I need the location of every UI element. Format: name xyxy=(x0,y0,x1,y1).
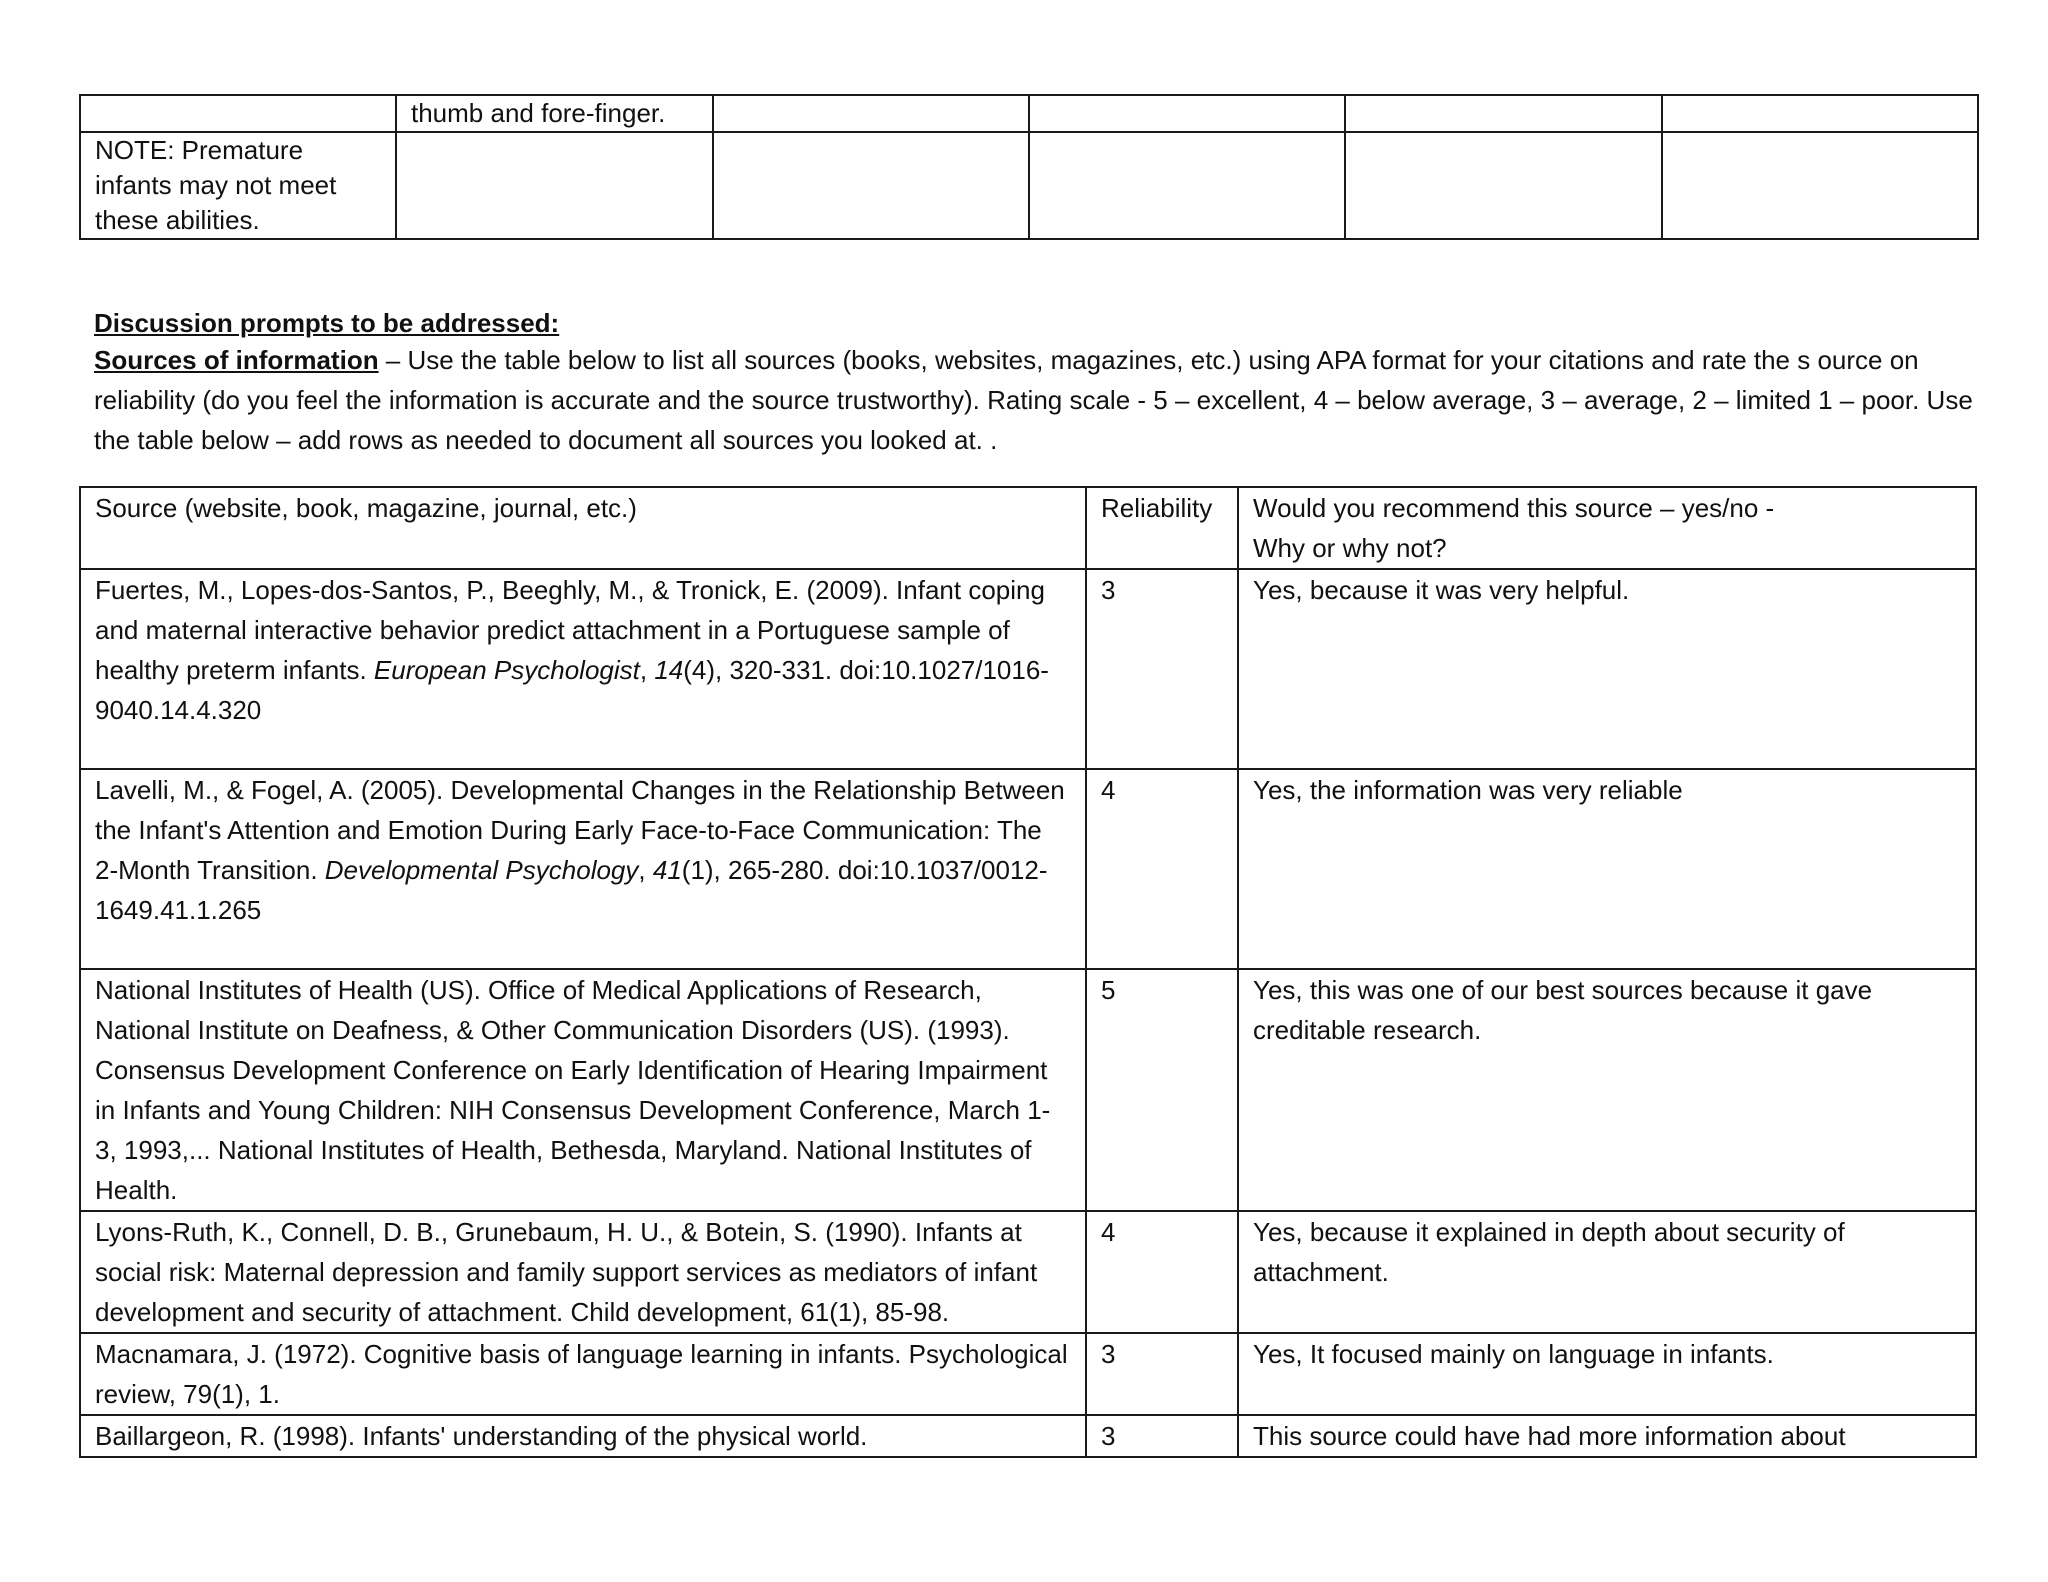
sources-table xyxy=(79,486,1977,1458)
table-row xyxy=(80,1415,1976,1457)
table-row xyxy=(80,95,1978,132)
table-cell xyxy=(713,132,1029,239)
recommend-cell: Yes, the information was very reliable xyxy=(1238,769,1976,969)
citation-text: Fuertes, M., Lopes-dos-Santos, P., Beeghly, M., & Tronick, E. (2009). Infant coping and maternal interactive behavior predict attachment in a Portuguese sample of healthy preterm infants. xyxy=(95,575,1045,685)
table-cell xyxy=(1662,95,1978,132)
table-row xyxy=(80,132,1978,239)
journal-volume: 14 xyxy=(654,655,684,685)
citation-text: (1), 265-280. doi:10.1037/0012-1649.41.1.265 xyxy=(95,855,1048,925)
citation-separator: , xyxy=(638,855,653,885)
table-cell: thumb and fore-finger. xyxy=(396,95,713,132)
discussion-heading: Discussion prompts to be addressed: xyxy=(94,308,560,338)
table-cell xyxy=(1345,95,1662,132)
sources-label: Sources of information xyxy=(94,345,379,375)
sources-instructions xyxy=(94,345,1973,455)
sources-text: – Use the table below to list all sources (books, websites, magazines, etc.) using APA format for your citations and rate the s ource on reliability (do you feel the information is accurate and the source trustworthy). Rating scale - 5 – excellent, 4 – below average, 3 – average, 2 – limited 1 – poor. Use the table below – add rows as needed to document all sources you looked at. . xyxy=(94,345,1973,455)
recommend-cell: Yes, because it was very helpful. xyxy=(1238,569,1976,769)
table-cell xyxy=(713,95,1029,132)
reliability-cell: 3 xyxy=(1086,569,1238,769)
table-row xyxy=(80,969,1976,1211)
table-cell xyxy=(1029,95,1345,132)
header-recommend xyxy=(1238,487,1976,569)
table-cell xyxy=(1345,132,1662,239)
reliability-cell: 5 xyxy=(1086,969,1238,1211)
journal-title: European Psychologist xyxy=(373,655,640,685)
citation-separator: , xyxy=(639,655,655,685)
source-cell: Lyons-Ruth, K., Connell, D. B., Grunebaum, H. U., & Botein, S. (1990). Infants at social risk: Maternal depression and family support services as mediators of infant development and security of attachment. Child development, 61(1), 85-98. xyxy=(80,1211,1086,1333)
premature-note: NOTE: Premature infants may not meet these abilities. xyxy=(80,132,396,239)
source-cell: Macnamara, J. (1972). Cognitive basis of language learning in infants. Psychological review, 79(1), 1. xyxy=(80,1333,1086,1415)
recommend-cell: Yes, this was one of our best sources because it gave creditable research. xyxy=(1238,969,1976,1211)
header-source: Source (website, book, magazine, journal, etc.) xyxy=(80,487,1086,569)
source-cell: Baillargeon, R. (1998). Infants' understanding of the physical world. xyxy=(80,1415,1086,1457)
reliability-cell: 3 xyxy=(1086,1415,1238,1457)
table-row xyxy=(80,569,1976,769)
discussion-section xyxy=(94,306,1974,460)
header-recommend-line2: Why or why not? xyxy=(1253,533,1447,563)
reliability-cell: 4 xyxy=(1086,769,1238,969)
table-row xyxy=(80,1333,1976,1415)
citation-text: Lavelli, M., & Fogel, A. (2005). Developmental Changes in the Relationship Between the Infant's Attention and Emotion During Early Face-to-Face Communication: The 2-Month Transition. xyxy=(95,775,1065,885)
table-cell xyxy=(80,95,396,132)
journal-volume: 41 xyxy=(652,855,682,885)
recommend-cell: Yes, because it explained in depth about security of attachment. xyxy=(1238,1211,1976,1333)
source-cell: National Institutes of Health (US). Office of Medical Applications of Research, National Institute on Deafness, & Other Communication Disorders (US). (1993). Consensus Development Conference on Early Identification of Hearing Impairment in Infants and Young Children: NIH Consensus Development Conference, March 1-3, 1993,... National Institutes of Health, Bethesda, Maryland. National Institutes of Health. xyxy=(80,969,1086,1211)
reliability-cell: 3 xyxy=(1086,1333,1238,1415)
table-header-row xyxy=(80,487,1976,569)
source-cell xyxy=(80,769,1086,969)
recommend-cell: This source could have had more information about xyxy=(1238,1415,1976,1457)
citation-text: (4), 320-331. doi:10.1027/1016-9040.14.4.320 xyxy=(95,655,1049,725)
journal-title: Developmental Psychology xyxy=(324,855,639,885)
source-cell xyxy=(80,569,1086,769)
header-recommend-line1: Would you recommend this source – yes/no - xyxy=(1253,493,1775,523)
table-cell xyxy=(1662,132,1978,239)
table-cell xyxy=(396,132,713,239)
header-reliability: Reliability xyxy=(1086,487,1238,569)
recommend-cell: Yes, It focused mainly on language in infants. xyxy=(1238,1333,1976,1415)
table-row xyxy=(80,769,1976,969)
table-row xyxy=(80,1211,1976,1333)
table-cell xyxy=(1029,132,1345,239)
abilities-table xyxy=(79,94,1979,240)
reliability-cell: 4 xyxy=(1086,1211,1238,1333)
